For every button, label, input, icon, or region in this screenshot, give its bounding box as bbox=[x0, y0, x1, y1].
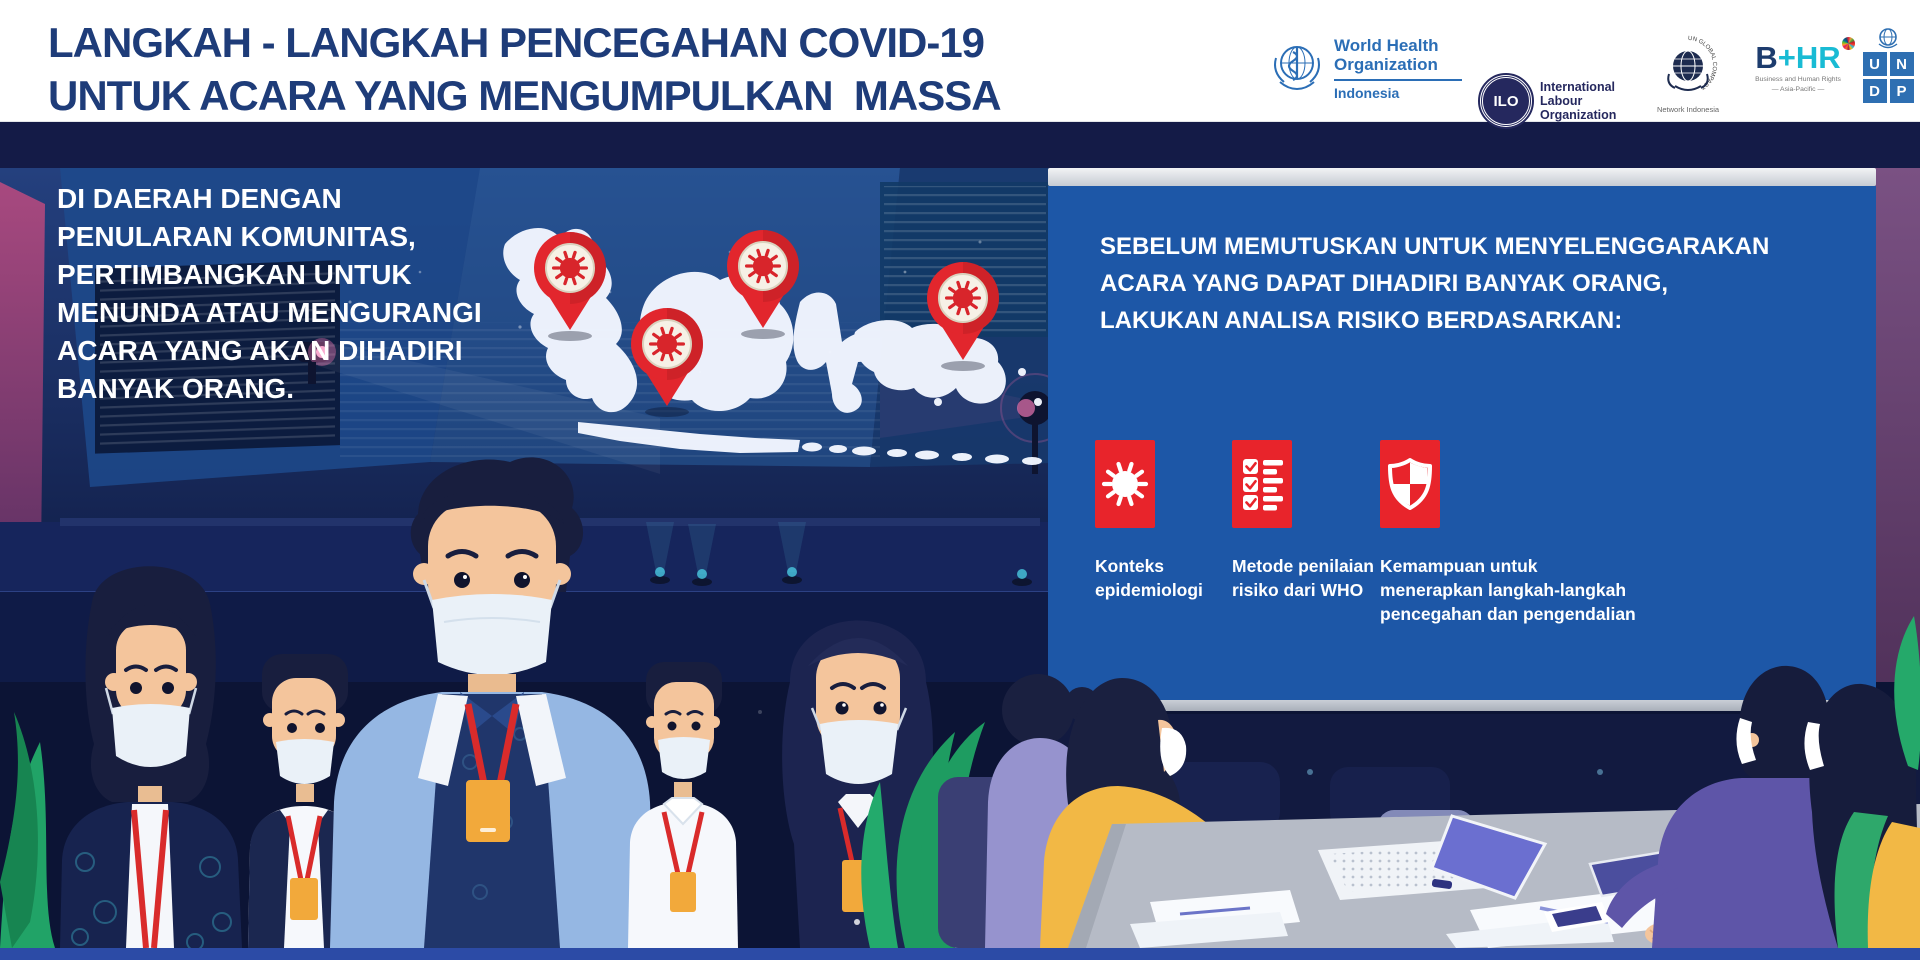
ilo-line1: International bbox=[1540, 80, 1616, 94]
bhr-plus: + bbox=[1777, 40, 1796, 75]
message-line-6: BANYAK ORANG. bbox=[57, 373, 294, 404]
undp-emblem-icon bbox=[1875, 26, 1901, 50]
board-heading-line-3: LAKUKAN ANALISA RISIKO BERDASARKAN: bbox=[1100, 307, 1623, 334]
bhr-tagline1: Business and Human Rights bbox=[1755, 76, 1841, 83]
ungc-caption: Network Indonesia bbox=[1656, 105, 1720, 114]
undp-letter-d: D bbox=[1863, 79, 1887, 103]
who-emblem-icon bbox=[1268, 36, 1326, 94]
who-country: Indonesia bbox=[1334, 85, 1400, 101]
title-line-2: UNTUK ACARA YANG MENGUMPULKAN MASSA bbox=[48, 72, 1001, 119]
who-rule bbox=[1334, 79, 1462, 81]
ilo-line2: Labour bbox=[1540, 94, 1583, 108]
message-line-1: DI DAERAH DENGAN bbox=[57, 183, 342, 214]
who-name-line1: World Health bbox=[1334, 36, 1439, 55]
message-line-5: ACARA YANG AKAN DIHADIRI bbox=[57, 335, 463, 366]
message-line-3: PERTIMBANGKAN UNTUK bbox=[57, 259, 412, 290]
who-logo bbox=[1268, 36, 1462, 158]
bhr-letters-hr: HR bbox=[1795, 40, 1841, 75]
undp-letter-p: P bbox=[1890, 79, 1914, 103]
risk-item-epidemiology-label: Konteks epidemiologi bbox=[1095, 556, 1203, 600]
bhr-letter-b: B bbox=[1755, 40, 1778, 75]
bhr-tagline2: — Asia-Pacific — bbox=[1771, 86, 1825, 93]
message-line-2: PENULARAN KOMUNITAS, bbox=[57, 221, 416, 252]
footer-strip bbox=[0, 948, 1920, 960]
bhr-logo bbox=[1742, 42, 1854, 164]
svg-text:UN GLOBAL COMPACT: UN GLOBAL COMPACT bbox=[1687, 35, 1718, 91]
board-heading-line-1: SEBELUM MEMUTUSKAN UNTUK MENYELENGGARAKAN bbox=[1100, 233, 1770, 260]
un-global-compact-logo bbox=[1652, 32, 1724, 154]
sdg-wheel-icon bbox=[1842, 37, 1855, 50]
message-line-4: MENUNDA ATAU MENGURANGI bbox=[57, 297, 482, 328]
page-title bbox=[48, 16, 1001, 122]
undp-letter-n: N bbox=[1890, 52, 1914, 76]
illustration-scene bbox=[0, 122, 1920, 948]
board-heading-line-2: ACARA YANG DAPAT DIHADIRI BANYAK ORANG, bbox=[1100, 270, 1669, 297]
ungc-emblem-icon bbox=[1655, 32, 1721, 98]
ilo-logo bbox=[1480, 40, 1616, 162]
who-name-line2: Organization bbox=[1334, 55, 1438, 74]
header-bar bbox=[0, 0, 1920, 122]
ilo-line3: Organization bbox=[1540, 108, 1617, 122]
undp-logo bbox=[1862, 26, 1914, 148]
risk-item-capacity-label: Kemampuan untuk menerapkan langkah-langkah pencegahan dan pengendalian bbox=[1380, 556, 1636, 624]
title-line-1: LANGKAH - LANGKAH PENCEGAHAN COVID-19 bbox=[48, 19, 985, 66]
ilo-emblem-icon: ILO bbox=[1480, 75, 1532, 127]
undp-letter-u: U bbox=[1863, 52, 1887, 76]
scene-foreground-art bbox=[0, 122, 1920, 948]
risk-item-who-method-label: Metode penilaian risiko dari WHO bbox=[1232, 556, 1374, 600]
